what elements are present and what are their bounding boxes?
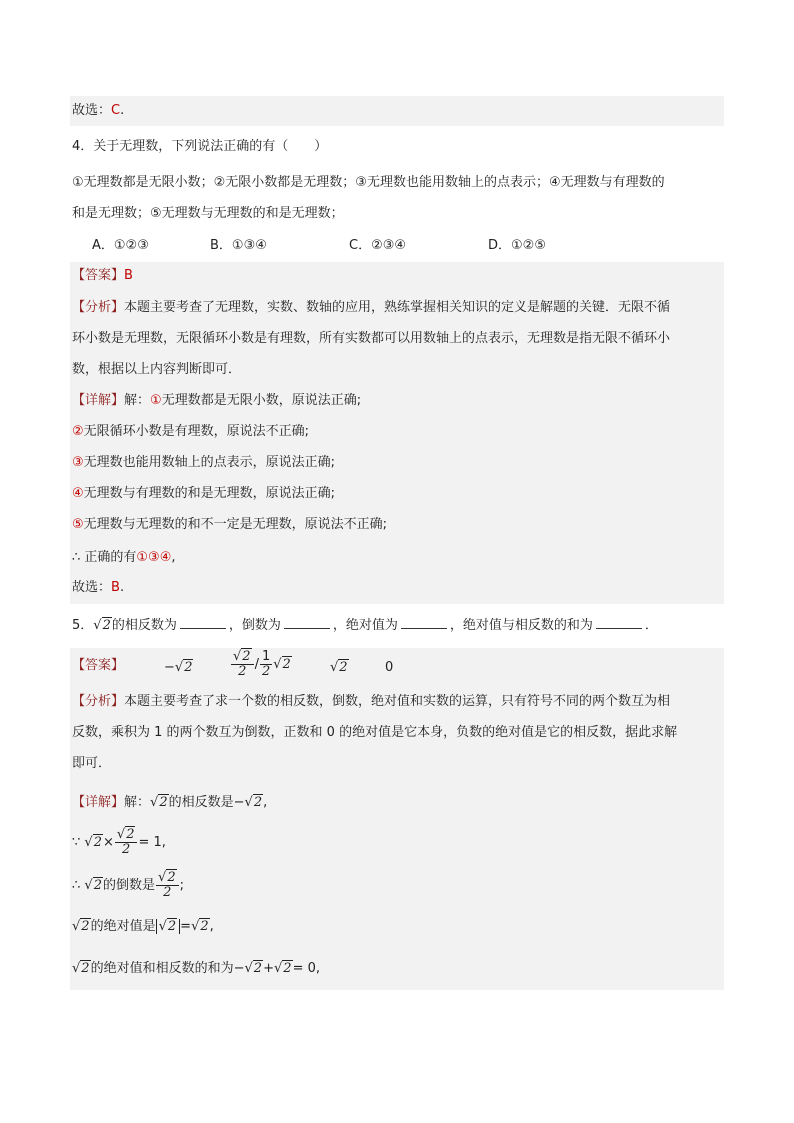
q4-analysis-line2: 环小数是无理数，无限循环小数是有理数，所有实数都可以用数轴上的点表示，无理数是指无限不循环小	[72, 331, 671, 346]
q5-detail-product: ∵ √2× $\frac{√2}{2}$ = 1,	[72, 827, 166, 857]
q5-answer-tag: 【答案】	[72, 658, 125, 673]
q4-option-c: C．②③④	[349, 238, 407, 253]
q4-statements-line2: 和是无理数；⑤无理数与无理数的和是无理数；	[72, 206, 344, 221]
q5-analysis-line1: 【分析】本题主要考查了求一个数的相反数，倒数，绝对值和实数的运算，只有符号不同的两个数互为相	[72, 694, 671, 709]
q4-detail-1: 【详解】解：①无理数都是无限小数，原说法正确;	[72, 393, 362, 408]
blank-absolute[interactable]	[401, 616, 447, 629]
q4-final-answer: 故选：B.	[72, 580, 125, 595]
q5-detail-reciprocal: ∴ √2的倒数是 $\frac{√2}{2}$ ;	[72, 870, 184, 900]
q4-detail-4: ④无理数与有理数的和是无理数，原说法正确;	[72, 486, 336, 501]
q4-statements-line1: ①无理数都是无限小数；②无限小数都是无理数；③无理数也能用数轴上的点表示；④无理数与有理数的	[72, 175, 665, 190]
q5-answer-reciprocal: $\frac{√2}{2}$ / $\frac{1}{2}$ √2	[233, 649, 291, 679]
sqrt2-expr: √2	[93, 618, 111, 633]
q4-option-a: A．①②③	[92, 238, 149, 253]
q5-detail-absolute: √2的绝对值是 √2 =√2,	[72, 919, 214, 934]
blank-reciprocal[interactable]	[284, 616, 330, 629]
q4-detail-3: ③无理数也能用数轴上的点表示，原说法正确;	[72, 455, 336, 470]
q5-answer-absolute: √2	[330, 660, 348, 675]
q4-option-b: B．①③④	[210, 238, 267, 253]
q5-detail-opposite: 【详解】解：√2的相反数是−√2,	[72, 795, 268, 810]
blank-sum[interactable]	[596, 616, 642, 629]
q4-option-d: D．①②⑤	[488, 238, 546, 253]
q5-answer-opposite: −√2	[164, 660, 193, 675]
q4-stem: 4．关于无理数，下列说法正确的有（ ）	[72, 139, 328, 154]
q5-analysis-line3: 即可．	[72, 756, 112, 771]
q4-answer: 【答案】B	[72, 268, 133, 283]
q5-detail-sum: √2的绝对值和相反数的和为−√2+√2= 0,	[72, 961, 320, 976]
q4-analysis-line3: 数，根据以上内容判断即可．	[72, 362, 242, 377]
blank-opposite[interactable]	[180, 616, 226, 629]
q4-detail-5: ⑤无理数与无理数的和不一定是无理数，原说法不正确;	[72, 517, 388, 532]
q5-analysis-line2: 反数，乘积为 1 的两个数互为倒数，正数和 0 的绝对值是它本身，负数的绝对值是它的相反数，据此求解	[72, 725, 678, 740]
absolute-value-bars: √2	[156, 919, 181, 934]
q3-final-answer: 故选：C.	[72, 103, 125, 118]
q4-analysis-line1: 【分析】本题主要考查了无理数，实数、数轴的应用，熟练掌握相关知识的定义是解题的关键．无限不循	[72, 300, 671, 315]
q4-detail-2: ②无限循环小数是有理数，原说法不正确;	[72, 424, 310, 439]
q3-solution-block	[70, 96, 724, 126]
q5-answer-sum: 0	[385, 660, 394, 675]
q4-conclusion: ∴ 正确的有①③④,	[72, 550, 176, 565]
q5-stem: 5．√2的相反数为 ，倒数为 ，绝对值为 ，绝对值与相反数的和为 ．	[72, 616, 658, 636]
